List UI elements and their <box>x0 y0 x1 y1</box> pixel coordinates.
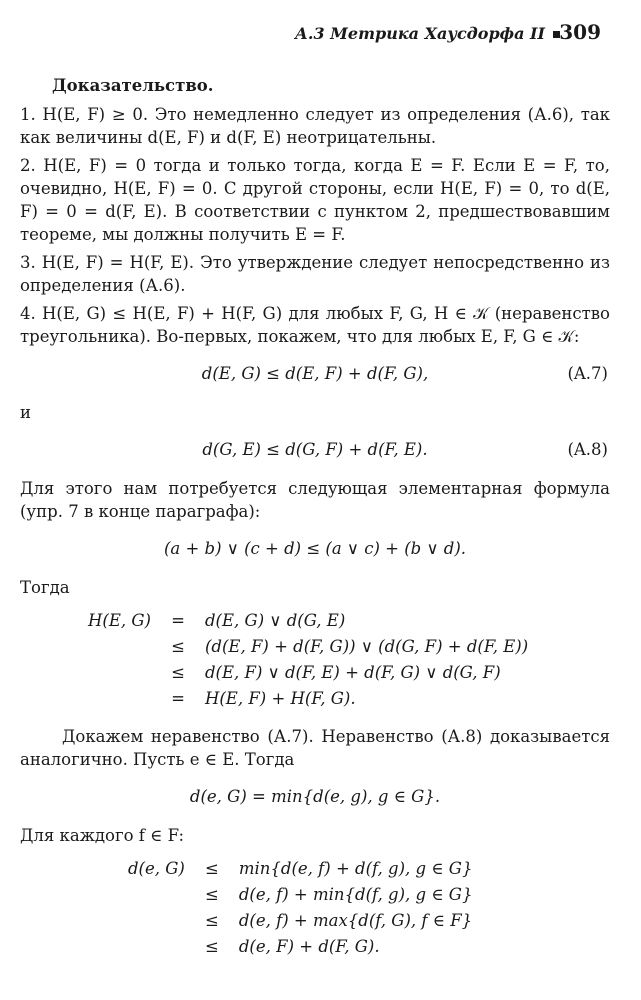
align-rhs: d(E, F) ∨ d(F, E) + d(F, G) ∨ d(G, F) <box>204 663 501 682</box>
align-rel: ≤ <box>171 637 185 656</box>
paragraph-5: Для этого нам потребуется следующая элементарная формула (упр. 7 в конце параграфа): <box>20 479 610 521</box>
paragraph-7: Для каждого f ∈ F: <box>20 826 185 845</box>
align-rhs: d(E, G) ∨ d(G, E) <box>204 611 346 630</box>
paragraph-4: 4. H(E, G) ≤ H(E, F) + H(F, G) для любых F, G, H ∈ 𝒦 (неравенство треугольника). Во-первых, покажем, что для любых E, F, G ∈ 𝒦: <box>20 304 610 346</box>
page-number: 309 <box>559 20 601 44</box>
then-word: Тогда <box>20 578 70 597</box>
align-rhs: (d(E, F) + d(F, G)) ∨ (d(G, F) + d(F, E)) <box>204 637 529 656</box>
paragraph-2: 2. H(E, F) = 0 тогда и только тогда, когда E = F. Если E = F, то, очевидно, H(E, F) = 0. С другой стороны, если H(E, F) = 0, то d(E, F) = 0 = d(F, E). В соответствии с пунктом 2, предшествовавшим теореме, мы должны получить E = F. <box>20 156 610 244</box>
align-rel: = <box>171 689 185 708</box>
paragraph-3: 3. H(E, F) = H(F, E). Это утверждение следует непосредственно из определения (А.6). <box>20 253 610 295</box>
align-rel: ≤ <box>204 885 219 904</box>
align-row <box>128 857 472 883</box>
align-rhs: d(e, F) + d(F, G). <box>238 937 380 956</box>
align-lhs: H(E, G) <box>88 611 151 630</box>
align-row <box>88 609 528 635</box>
align-rel: ≤ <box>171 663 185 682</box>
align-lhs: d(e, G) <box>128 859 185 878</box>
distance-align <box>128 857 472 961</box>
align-row <box>88 661 528 687</box>
and-word: и <box>20 403 31 422</box>
hausdorff-align <box>88 609 528 713</box>
align-rel: = <box>171 611 185 630</box>
equation-elementary: (a + b) ∨ (c + d) ≤ (a ∨ c) + (b ∨ d). <box>163 539 467 558</box>
align-lhs <box>128 909 201 935</box>
align-row <box>128 935 472 961</box>
align-rhs: d(e, f) + max{d(f, G), f ∈ F} <box>238 911 473 930</box>
align-row <box>88 635 528 661</box>
equation-min: d(e, G) = min{d(e, g), g ∈ G}. <box>189 787 441 806</box>
align-rel: ≤ <box>204 911 219 930</box>
paragraph-1: 1. H(E, F) ≥ 0. Это немедленно следует из определения (А.6), так как величины d(E, F) и d(F, E) неотрицательны. <box>20 105 610 147</box>
align-lhs <box>128 935 201 961</box>
equation-a8-formula: d(G, E) ≤ d(G, F) + d(F, E). <box>202 440 428 459</box>
align-rel: ≤ <box>204 859 219 878</box>
align-rhs: d(e, f) + min{d(f, g), g ∈ G} <box>238 885 473 904</box>
align-rhs: min{d(e, f) + d(f, g), g ∈ G} <box>238 859 473 878</box>
align-lhs <box>88 687 167 713</box>
equation-a7 <box>20 362 610 385</box>
page-body <box>20 74 610 973</box>
align-rhs: H(E, F) + H(F, G). <box>204 689 356 708</box>
equation-a7-label: (A.7) <box>567 364 608 383</box>
proof-heading: Доказательство. <box>52 76 214 95</box>
align-lhs <box>128 883 201 909</box>
equation-a8-label: (A.8) <box>567 440 608 459</box>
paragraph-6: Докажем неравенство (А.7). Неравенство (А.8) доказывается аналогично. Пусть e ∈ E. Тогда <box>20 727 610 769</box>
align-row <box>88 687 528 713</box>
equation-a7-formula: d(E, G) ≤ d(E, F) + d(F, G), <box>201 364 429 383</box>
align-lhs <box>88 661 167 687</box>
running-header <box>0 20 641 46</box>
equation-a8 <box>20 438 610 461</box>
section-title: А.3 Метрика Хаусдорфа II <box>294 24 545 43</box>
align-lhs <box>88 635 167 661</box>
align-row <box>128 909 472 935</box>
align-rel: ≤ <box>204 937 219 956</box>
align-row <box>128 883 472 909</box>
